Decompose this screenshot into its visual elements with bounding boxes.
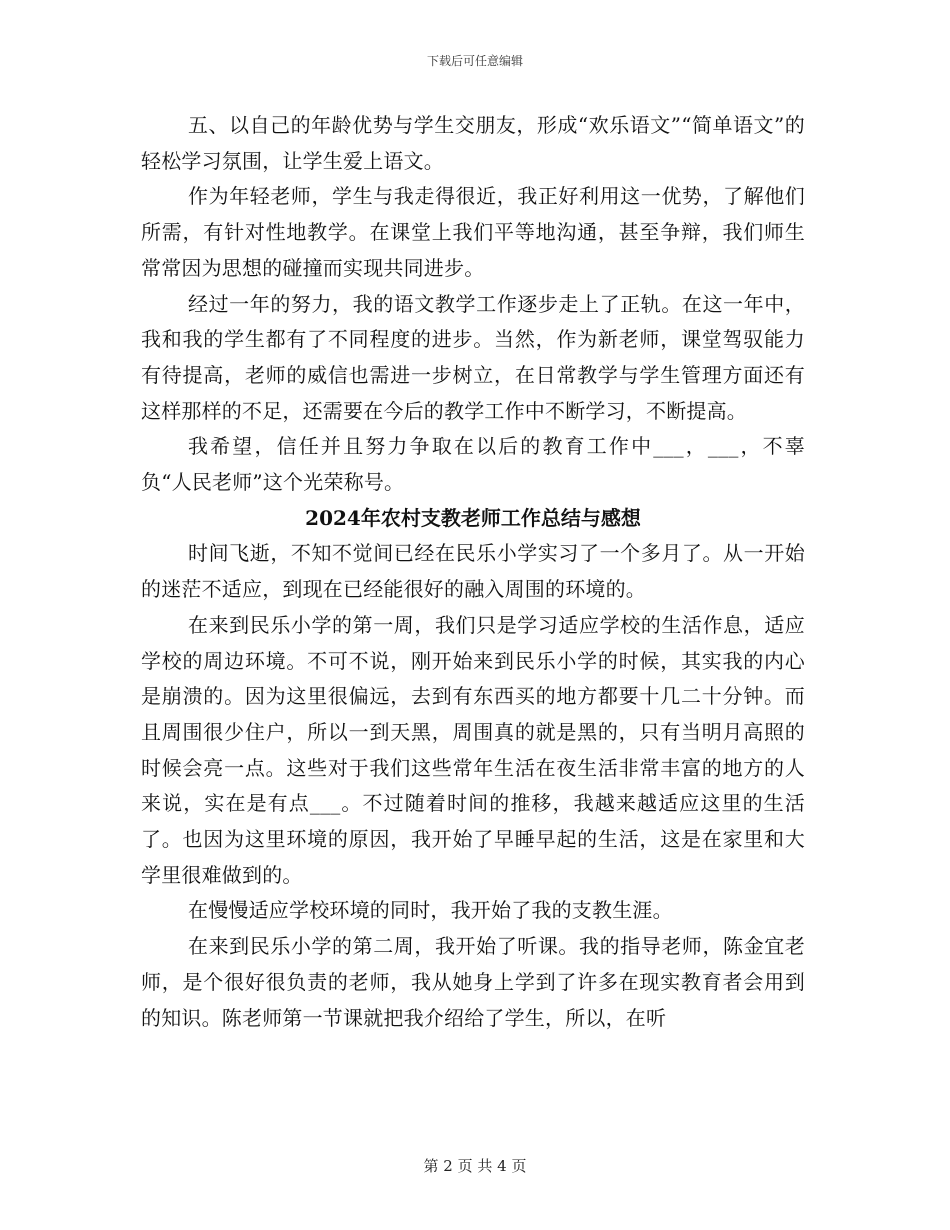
paragraph-1: 五、以自己的年龄优势与学生交朋友，形成“欢乐语文”“简单语文”的轻松学习氛围，让学生爱上语文。 bbox=[141, 113, 805, 173]
page-header: 下载后可任意编辑 bbox=[426, 54, 523, 68]
section-paragraph-1: 时间飞逝，不知不觉间已经在民乐小学实习了一个多月了。从一开始的迷茫不适应，到现在已经能很好的融入周围的环境的。 bbox=[141, 541, 805, 602]
section-paragraph-3: 在慢慢适应学校环境的同时，我开始了我的支教生涯。 bbox=[188, 898, 673, 923]
section-paragraph-2: 在来到民乐小学的第一周，我们只是学习适应学校的生活作息，适应学校的周边环境。不可不说，刚开始来到民乐小学的时候，其实我的内心是崩溃的。因为这里很偏远，去到有东西买的地方都要十几二十分钟。而且周围很少住户，所以一到天黑，周围真的就是黑的，只有当明月高照的时候会亮一点。这些对于我们这些常年生活在夜生活非常丰富的地方的人来说，实在是有点___。不过随着时间的推移，我越来越适应这里的生活了。也因为这里环境的原因，我开始了早睡早起的生活，这是在家里和大学里很难做到的。 bbox=[141, 612, 805, 887]
page-footer: 第 2 页 共 4 页 bbox=[423, 1157, 527, 1175]
paragraph-3: 经过一年的努力，我的语文教学工作逐步走上了正轨。在这一年中，我和我的学生都有了不同程度的进步。当然，作为新老师，课堂驾驭能力有待提高，老师的威信也需进一步树立，在日常教学与学生管理方面还有这样那样的不足，还需要在今后的教学工作中不断学习，不断提高。 bbox=[141, 291, 805, 423]
paragraph-4: 我希望，信任并且努力争取在以后的教育工作中___，___，不辜负“人民老师”这个光荣称号。 bbox=[141, 434, 805, 495]
section-title: 2024年农村支教老师工作总结与感想 bbox=[305, 505, 641, 530]
paragraph-2: 作为年轻老师，学生与我走得很近，我正好利用这一优势，了解他们所需，有针对性地教学。在课堂上我们平等地沟通，甚至争辩，我们师生常常因为思想的碰撞而实现共同进步。 bbox=[141, 184, 805, 280]
document-body bbox=[141, 108, 805, 1036]
section-paragraph-4: 在来到民乐小学的第二周，我开始了听课。我的指导老师，陈金宜老师，是个很好很负责的老师，我从她身上学到了许多在现实教育者会用到的知识。陈老师第一节课就把我介绍给了学生，所以，在听 bbox=[141, 934, 805, 1030]
